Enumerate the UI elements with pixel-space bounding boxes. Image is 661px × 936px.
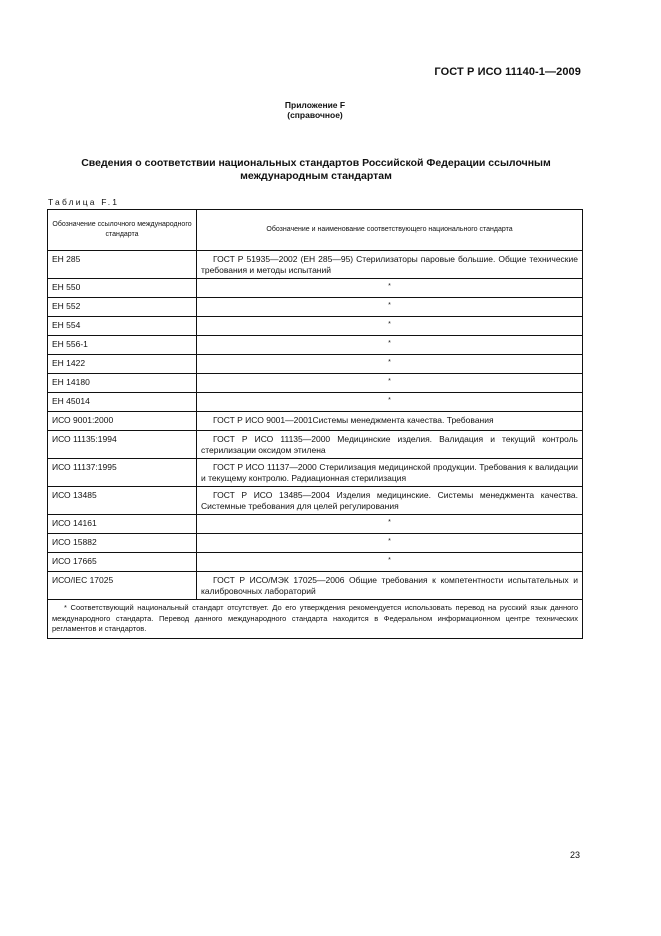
table-caption: Таблица F.1 bbox=[48, 197, 120, 207]
ref-cell: ЕН 14180 bbox=[48, 374, 197, 393]
table-row bbox=[48, 487, 583, 515]
ref-cell: ЕН 45014 bbox=[48, 393, 197, 412]
national-cell: * bbox=[197, 534, 583, 553]
national-cell bbox=[197, 459, 583, 487]
ref-cell: ИСО 9001:2000 bbox=[48, 412, 197, 431]
national-cell: * bbox=[197, 336, 583, 355]
table-row bbox=[48, 298, 583, 317]
national-cell bbox=[197, 412, 583, 431]
column-header-ref: Обозначение ссылочного международного стандарта bbox=[48, 210, 197, 251]
table-row bbox=[48, 393, 583, 412]
national-cell: * bbox=[197, 317, 583, 336]
national-cell: * bbox=[197, 553, 583, 572]
footnote-row bbox=[48, 600, 583, 639]
national-cell bbox=[197, 572, 583, 600]
national-cell: * bbox=[197, 298, 583, 317]
table-row bbox=[48, 553, 583, 572]
annex-heading bbox=[0, 100, 630, 120]
national-cell: * bbox=[197, 279, 583, 298]
ref-cell: ИСО 17665 bbox=[48, 553, 197, 572]
ref-cell: ИСО 15882 bbox=[48, 534, 197, 553]
ref-cell: ЕН 1422 bbox=[48, 355, 197, 374]
national-cell: * bbox=[197, 374, 583, 393]
correspondence-table bbox=[47, 209, 583, 639]
document-id: ГОСТ Р ИСО 11140-1—2009 bbox=[434, 66, 581, 78]
national-cell bbox=[197, 431, 583, 459]
table-row bbox=[48, 251, 583, 279]
ref-cell: ИСО 13485 bbox=[48, 487, 197, 515]
table-row bbox=[48, 572, 583, 600]
table-row bbox=[48, 374, 583, 393]
table-row bbox=[48, 459, 583, 487]
table-row bbox=[48, 431, 583, 459]
table-header-row bbox=[48, 210, 583, 251]
ref-cell: ЕН 550 bbox=[48, 279, 197, 298]
section-title: Сведения о соответствии национальных стандартов Российской Федерации ссылочным международным стандартам bbox=[81, 157, 551, 182]
annex-title: Приложение F bbox=[284, 100, 346, 110]
ref-cell: ЕН 556-1 bbox=[48, 336, 197, 355]
table-row bbox=[48, 534, 583, 553]
ref-cell: ИСО 11135:1994 bbox=[48, 431, 197, 459]
table-row bbox=[48, 515, 583, 534]
national-cell bbox=[197, 487, 583, 515]
table-row bbox=[48, 317, 583, 336]
national-text: ГОСТ Р 51935—2002 (ЕН 285—95) Стерилизаторы паровые большие. Общие технические требования и методы испытаний bbox=[201, 254, 578, 275]
page-number: 23 bbox=[570, 850, 581, 860]
annex-subtitle: (справочное) bbox=[287, 110, 343, 120]
national-text: ГОСТ Р ИСО 11137—2000 Стерилизация медицинской продукции. Требования к валидации и текущему контролю. Радиационная стерилизация bbox=[201, 462, 578, 483]
national-text: ГОСТ Р ИСО 9001—2001Системы менеджмента качества. Требования bbox=[213, 415, 494, 425]
ref-cell: ИСО 14161 bbox=[48, 515, 197, 534]
national-text: ГОСТ Р ИСО 11135—2000 Медицинские изделия. Валидация и текущий контроль стерилизации оксидом этилена bbox=[201, 434, 578, 455]
column-header-national: Обозначение и наименование соответствующего национального стандарта bbox=[197, 210, 583, 251]
ref-cell: ИСО 11137:1995 bbox=[48, 459, 197, 487]
footnote-text: * Соответствующий национальный стандарт отсутствует. До его утверждения рекомендуется использовать перевод на русский язык данного международного стандарта. Перевод данного международного стандарта находится в Федеральном информационном центре технических регламентов и стандартов. bbox=[52, 603, 578, 633]
national-text: ГОСТ Р ИСО 13485—2004 Изделия медицинские. Системы менеджмента качества. Системные требования для целей регулирования bbox=[201, 490, 578, 511]
national-cell: * bbox=[197, 515, 583, 534]
table-row bbox=[48, 412, 583, 431]
national-cell: * bbox=[197, 393, 583, 412]
table-row bbox=[48, 355, 583, 374]
ref-cell: ЕН 285 bbox=[48, 251, 197, 279]
national-text: ГОСТ Р ИСО/МЭК 17025—2006 Общие требования к компетентности испытательных и калибровочных лабораторий bbox=[201, 575, 578, 596]
footnote-cell bbox=[48, 600, 583, 639]
ref-cell: ЕН 552 bbox=[48, 298, 197, 317]
national-cell bbox=[197, 251, 583, 279]
ref-cell: ЕН 554 bbox=[48, 317, 197, 336]
national-cell: * bbox=[197, 355, 583, 374]
table-row bbox=[48, 336, 583, 355]
ref-cell: ИСО/IEC 17025 bbox=[48, 572, 197, 600]
table-row bbox=[48, 279, 583, 298]
